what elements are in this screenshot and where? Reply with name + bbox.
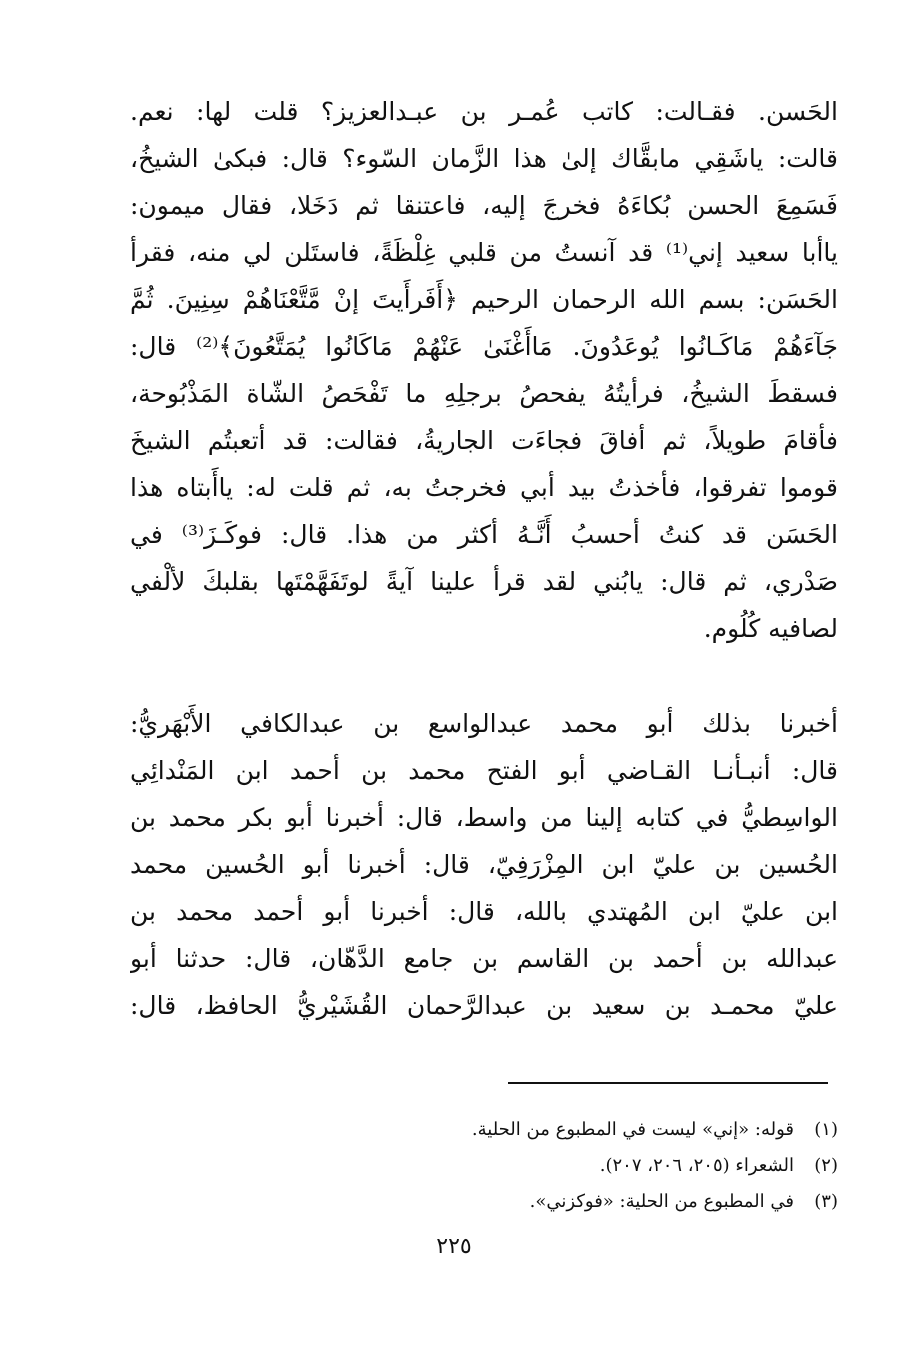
text-line: فسقطَ الشيخُ، فرأيتُهُ يفحصُ برجلِهِ ما تَفْحَصُ الشّاة المَذْبُوحة، [130, 379, 838, 408]
text-line: قالت: ياشَقِي مابقَّاك إلىٰ هذا الزَّمان السّوء؟ قال: فبكىٰ الشيخُ، [130, 144, 838, 173]
footnote-number: (١) [814, 1119, 838, 1140]
text-line: الحَسَن قد كنتُ أحسبُ أَنَّـهُ أكثر من هذا. قال: فوكَـزَ⁽³⁾ في [130, 520, 838, 549]
main-paragraph-1 [130, 88, 838, 652]
footnote-number: (٢) [814, 1155, 838, 1176]
text-line: الحَسن. فقـالت: كاتب عُمـر بن عبـدالعزيز؟ قلت لها: نعم. [130, 97, 838, 126]
page-number: ٢٢٥ [436, 1234, 472, 1259]
text-line: الواسِطيُّ في كتابه إلينا من واسط، قال: أخبرنا أبو بكر محمد بن [130, 803, 838, 832]
text-line: الحَسَن: بسم الله الرحمان الرحيم ﴿أَفَرأَيتَ إنْ مَّتَّعْنَاهُمْ سِنِينَ. ثُمَّ [130, 285, 838, 314]
text-line: لصافيه كُلُوم. [703, 614, 838, 643]
text-line: قال: أنبـأنـا القـاضي أبو الفتح محمد بن أحمد ابن المَنْدائِي [130, 756, 838, 785]
text-line: أخبرنا بذلك أبو محمد عبدالواسع بن عبدالكافي الأَبْهَريُّ: [130, 709, 838, 738]
footnote-2 [130, 1148, 838, 1184]
text-line: ابن عليّ ابن المُهتدي بالله، قال: أخبرنا أبو أحمد محمد بن [130, 897, 838, 926]
text-line: صَدْري، ثم قال: يابُني لقد قرأ علينا آيةً لوتَفَهَّمْتَها بقلبكَ لألْفي [130, 567, 838, 596]
text-line: ياأبا سعيد إني⁽¹⁾ قد آنستُ من قلبي غِلْظَةً، فاستَلن لي منه، فقرأ [130, 238, 838, 267]
footnotes [130, 1112, 838, 1220]
footnote-text: قوله: «إني» ليست في المطبوع من الحلية. [471, 1119, 794, 1140]
footnote-1 [130, 1112, 838, 1148]
text-line: الحُسين بن عليّ ابن المِزْرَفِيّ، قال: أخبرنا أبو الحُسين محمد [130, 850, 838, 879]
text-line: جَآءَهُمْ مَاكَـانُوا يُوعَدُونَ. مَاأَغْنَىٰ عَنْهُمْ مَاكَانُوا يُمَتَّعُونَ﴾⁽²⁾ قال: [130, 332, 838, 361]
text-line: قوموا تفرقوا، فأخذتُ بيد أبي فخرجتُ به، ثم قلت له: ياأَبتاه هذا [130, 473, 838, 502]
text-line: فَسَمِعَ الحسن بُكاءَهُ فخرجَ إليه، فاعتنقا ثم دَخَلا، فقال ميمون: [130, 191, 838, 220]
footnote-text: الشعراء (٢٠٥، ٢٠٦، ٢٠٧). [599, 1155, 794, 1176]
main-paragraph-2 [130, 700, 838, 1029]
text-line: عبدالله بن أحمد بن القاسم بن جامع الدَّهّان، قال: حدثنا أبو [130, 944, 838, 973]
text-line: عليّ محمـد بن سعيد بن عبدالرَّحمان القُشَيْريُّ الحافظ، قال: [130, 991, 838, 1020]
footnote-number: (٣) [814, 1191, 838, 1212]
footnote-3 [130, 1184, 838, 1220]
text-line: فأقامَ طويلاً، ثم أفاقَ فجاءَت الجاريةُ، فقالت: قد أتعبتُم الشيخَ [130, 426, 838, 455]
footnote-divider [508, 1082, 828, 1084]
footnote-text: في المطبوع من الحلية: «فوكزني». [529, 1191, 794, 1212]
